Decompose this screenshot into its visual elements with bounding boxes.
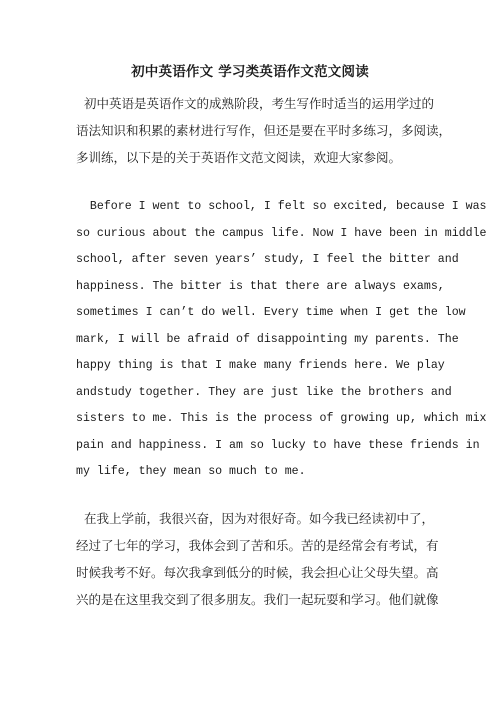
page-title: 初中英语作文 学习类英语作文范文阅读 (131, 64, 369, 80)
chinese-line: 经过了七年的学习，我体会到了苦和乐。苦的是经常会有考试，有 (76, 538, 439, 553)
chinese-line: 兴的是在这里我交到了很多朋友。我们一起玩耍和学习。他们就像 (76, 592, 439, 607)
english-line: Before I went to school, I felt so excited, because I was (76, 200, 487, 213)
chinese-line: 在我上学前，我很兴奋，因为对很好奇。如今我已经读初中了， (76, 511, 434, 526)
english-essay-paragraph (76, 194, 487, 486)
chinese-line: 时候我考不好。每次我拿到低分的时候，我会担心让父母失望。高 (76, 565, 439, 580)
intro-line: 初中英语是英语作文的成熟阶段，考生写作时适当的运用学过的 (76, 96, 434, 111)
intro-line: 语法知识和积累的素材进行写作，但还是要在平时多练习，多阅读， (76, 123, 452, 138)
chinese-translation-paragraph (76, 505, 439, 613)
english-line: sisters to me. This is the process of growing up, which mix (76, 412, 487, 425)
english-line: school, after seven years’ study, I feel the bitter and (76, 253, 459, 266)
english-line: my life, they mean so much to me. (76, 465, 306, 478)
english-line: happiness. The bitter is that there are always exams, (76, 279, 445, 293)
english-line: happy thing is that I make many friends here. We play (76, 359, 445, 372)
english-line: pain and happiness. I am so lucky to have these friends in (76, 438, 480, 452)
intro-paragraph (76, 90, 452, 171)
english-line: sometimes I can’t do well. Every time when I get the low (76, 306, 466, 319)
english-line: mark, I will be afraid of disappointing my parents. The (76, 332, 459, 346)
english-line: so curious about the campus life. Now I have been in middle (76, 226, 487, 240)
english-line: andstudy together. They are just like the brothers and (76, 385, 452, 399)
intro-line: 多训练，以下是的关于英语作文范文阅读，欢迎大家参阅。 (76, 150, 402, 165)
